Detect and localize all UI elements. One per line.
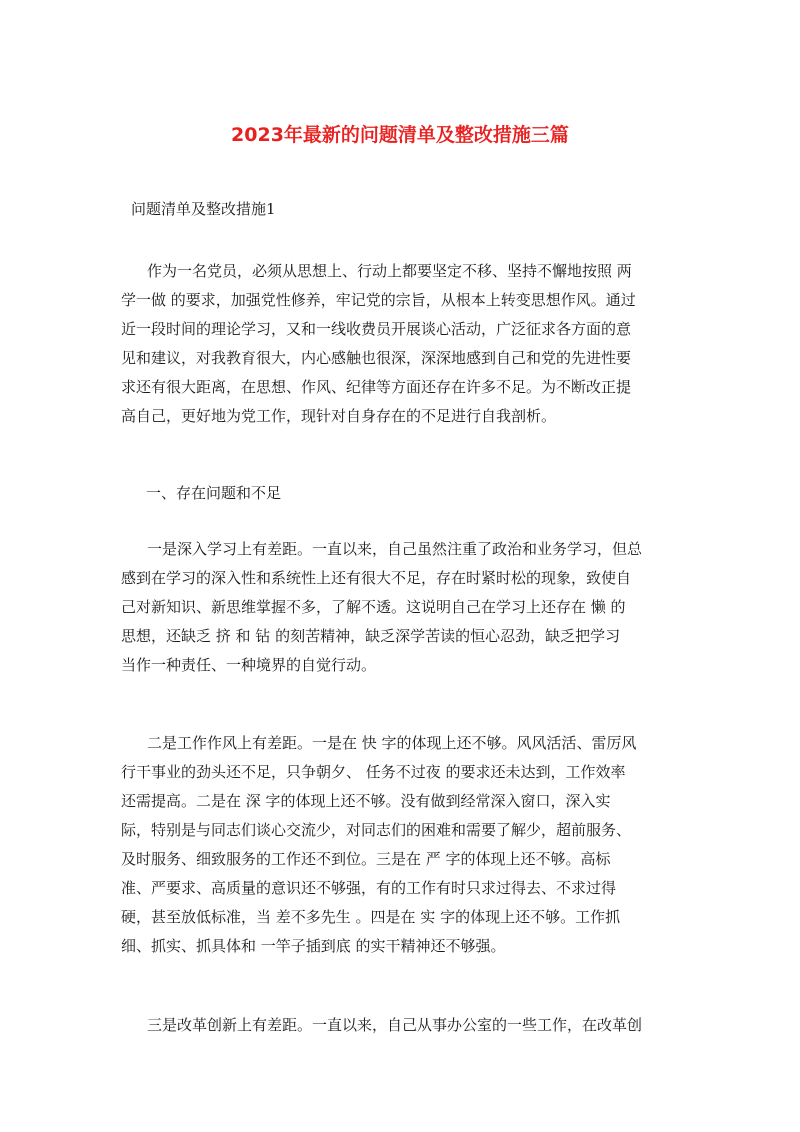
paragraph-line: 一是深入学习上有差距。一直以来，自己虽然注重了政治和业务学习，但总 (147, 540, 643, 558)
sub-heading: 一、存在问题和不足 (146, 484, 282, 502)
paragraph-line: 近一段时间的理论学习，又和一线收费员开展谈心活动，广泛征求各方面的意 (121, 320, 632, 338)
paragraph-line: 学一做 的要求，加强党性修养，牢记党的宗旨，从根本上转变思想作风。通过 (121, 291, 636, 309)
paragraph-line: 准、严要求、高质量的意识还不够强，有的工作有时只求过得去、不求过得 (121, 879, 617, 897)
paragraph-line: 己对新知识、新思维掌握不多，了解不透。这说明自己在学习上还存在 懒 的 (121, 598, 626, 616)
paragraph-line: 思想，还缺乏 挤 和 钻 的刻苦精神，缺乏深学苦读的恒心忍劲，缺乏把学习 (121, 627, 621, 645)
paragraph-line: 及时服务、细致服务的工作还不到位。三是在 严 字的体现上还不够。高标 (121, 850, 611, 868)
paragraph-line: 作为一名党员，必须从思想上、行动上都要坚定不移、坚持不懈地按照 两 (147, 262, 632, 280)
paragraph-line: 细、抓实、抓具体和 一竿子插到底 的实干精神还不够强。 (121, 937, 506, 955)
paragraph-line: 求还有很大距离，在思想、作风、纪律等方面还存在许多不足。为不断改正提 (121, 378, 632, 396)
paragraph-line: 际，特别是与同志们谈心交流少，对同志们的困难和需要了解少，超前服务、 (121, 821, 632, 839)
paragraph-study-gap (121, 535, 687, 680)
paragraph-line: 硬，甚至放低标准，当 差不多先生 。四是在 实 字的体现上还不够。工作抓 (121, 908, 621, 926)
paragraph-reform-gap (121, 1011, 687, 1040)
paragraph-line: 见和建议，对我教育很大，内心感触也很深，深深地感到自己和党的先进性要 (121, 349, 632, 367)
section-heading: 问题清单及整改措施1 (131, 200, 276, 218)
paragraph-line: 感到在学习的深入性和系统性上还有很大不足，存在时紧时松的现象，致使自 (121, 569, 632, 587)
paragraph-line: 三是改革创新上有差距。一直以来，自己从事办公室的一些工作，在改革创 (147, 1016, 643, 1034)
paragraph-line: 还需提高。二是在 深 字的体现上还不够。没有做到经常深入窗口，深入实 (121, 792, 611, 810)
paragraph-line: 行干事业的劲头还不足，只争朝夕、 任务不过夜 的要求还未达到，工作效率 (121, 763, 626, 781)
paragraph-line: 高自己，更好地为党工作，现针对自身存在的不足进行自我剖析。 (121, 407, 557, 425)
paragraph-work-style-gap (121, 729, 687, 961)
document-title: 2023年最新的问题清单及整改措施三篇 (231, 124, 569, 146)
intro-paragraph (121, 257, 687, 431)
paragraph-line: 二是工作作风上有差距。一是在 快 字的体现上还不够。风风活活、雷厉风 (147, 734, 637, 752)
paragraph-line: 当作一种责任、一种境界的自觉行动。 (121, 656, 377, 674)
